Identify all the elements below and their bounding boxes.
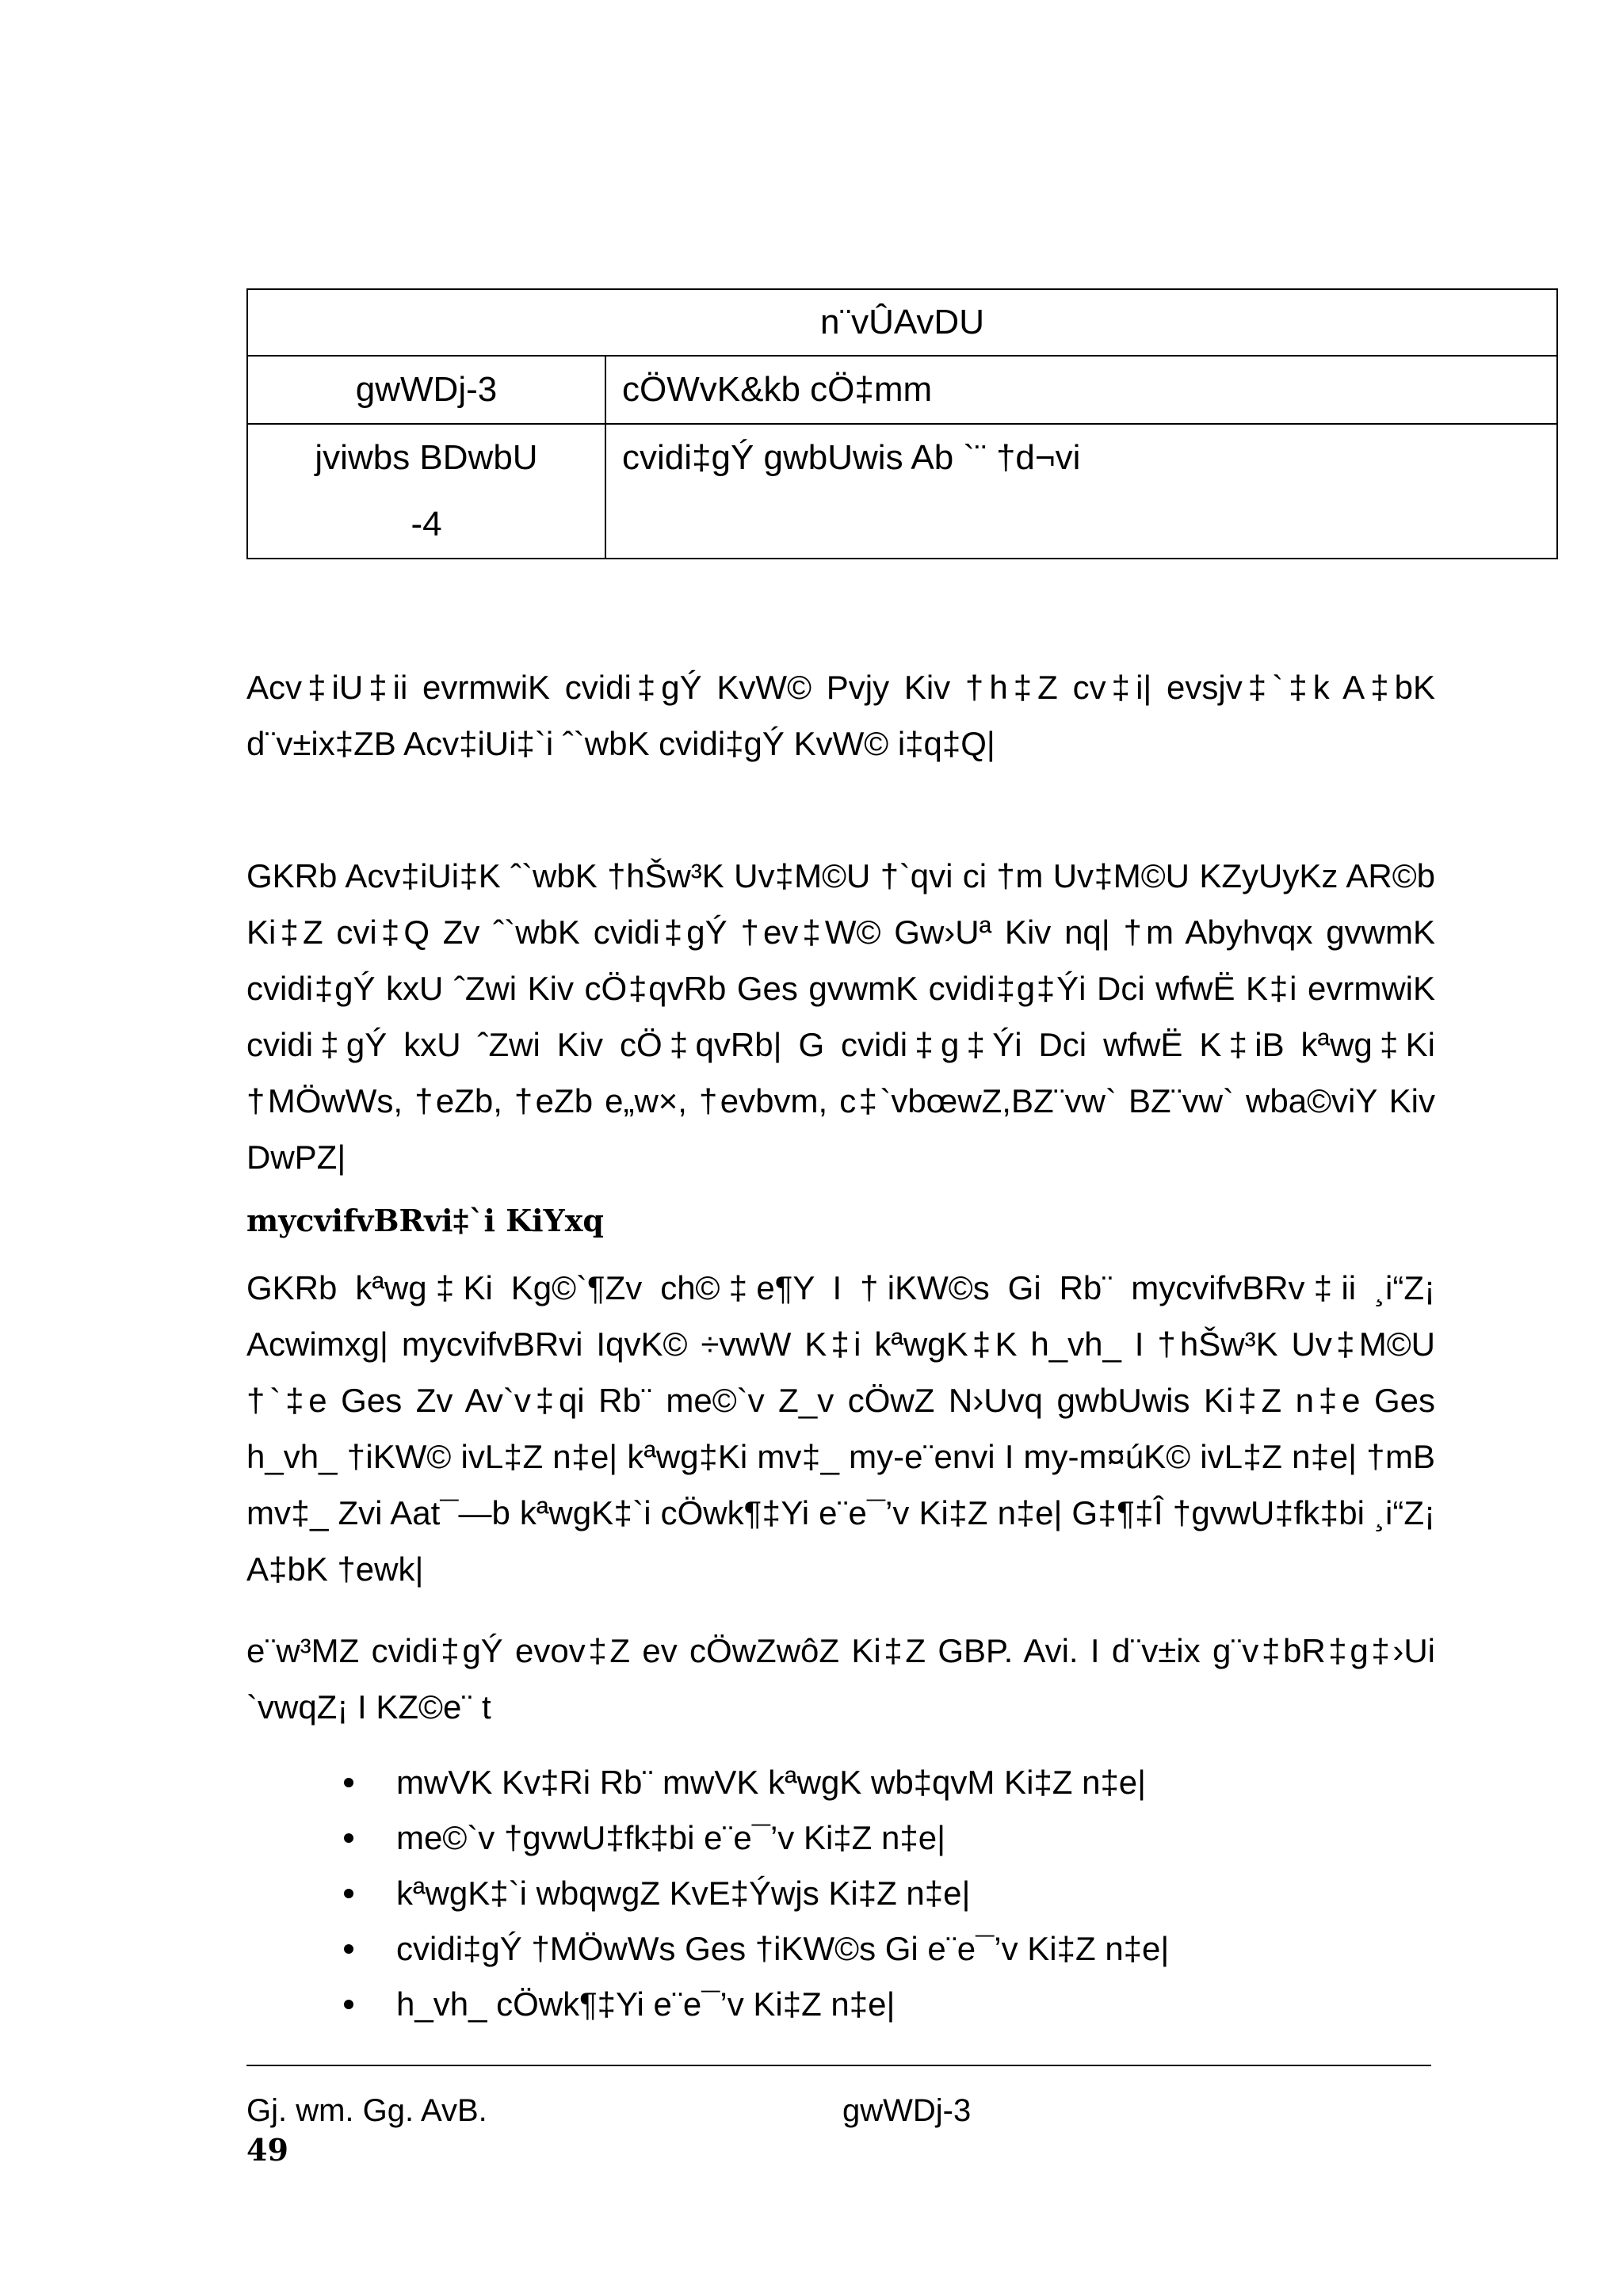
list-item-text: mwVK Kv‡Ri Rb¨ mwVK kªwgK wb‡qvM Ki‡Z n‡e| <box>396 1764 1147 1801</box>
paragraph-1: Acv‡iU‡ii evrmwiK cvidi‡gÝ KvW© Pvjy Kiv †h‡Z cv‡i| evsjv‡`‡k A‡bK d¨v±ix‡ZB Acv‡iUi‡`i ˆ`wbK cvidi‡gÝ KvW© i‡q‡Q| <box>246 669 1435 762</box>
bullet-icon <box>344 1778 353 1787</box>
module-title: cÖWvK&kb cÖ‡mm <box>605 356 1557 424</box>
list-item <box>341 1810 1450 1866</box>
list-item <box>341 1755 1450 1810</box>
footer-module: gwWDj-3 <box>842 2093 972 2128</box>
list-item-text: kªwgK‡`i wbqwgZ KvE‡Ýwjs Ki‡Z n‡e| <box>396 1875 971 1912</box>
list-item-text: cvidi‡gÝ †MÖwWs Ges †iKW©s Gi e¨e¯’v Ki‡Z n‡e| <box>396 1930 1170 1967</box>
footer-divider <box>246 2065 1431 2066</box>
paragraph-3: GKRb kªwg‡Ki Kg©`¶Zv ch©‡e¶Y I †iKW©s Gi Rb¨ mycvifvBRv‡ii ¸i“Z¡ Acwimxg| mycvifvBRvi IqvK© ÷vwW K‡i kªwgK‡K h_vh_ I †hŠw³K Uv‡M©U †`‡e Ges Zv Av`v‡qi Rb¨ me©`v Z_v cÖwZ N›Uvq gwbUwis Ki‡Z n‡e Ges h_vh_ †iKW© ivL‡Z n‡e| kªwg‡Ki mv‡_ my-e¨envi I my-m¤úK© ivL‡Z n‡e| †mB mv‡_ Zvi Aat¯—b kªwgK‡`i cÖwk¶‡Yi e¨e¯’v Ki‡Z n‡e| G‡¶‡Î †gvwU‡fk‡bi ¸i“Z¡ A‡bK †ewk| <box>246 1269 1435 1588</box>
header-table <box>246 288 1558 559</box>
unit-row <box>247 424 1557 559</box>
paragraph-2: GKRb Acv‡iUi‡K ˆ`wbK †hŠw³K Uv‡M©U †`qvi ci †m Uv‡M©U KZyUyKz AR©b Ki‡Z cvi‡Q Zv ˆ`wbK cvidi‡gÝ †ev‡W© Gw›Uª Kiv nq| †m Abyhvqx gvwmK cvidi‡gÝ kxU ˆZwi Kiv cÖ‡qvRb Ges gvwmK cvidi‡g‡Ýi Dci wfwË K‡i evrmwiK cvidi‡gÝ kxU ˆZwi Kiv cÖ‡qvRb| G cvidi‡g‡Ýi Dci wfwË K‡iB kªwg‡Ki †MÖwWs, †eZb, †eZb e„w×, †evbvm, c‡`vbœwZ,BZ¨vw` BZ¨vw` wba©viY Kiv DwPZ| <box>246 857 1435 1176</box>
unit-label-line1: jviwbs BDwbU <box>315 438 538 477</box>
list-item-text: h_vh_ cÖwk¶‡Yi e¨e¯’v Ki‡Z n‡e| <box>396 1985 896 2023</box>
bullet-icon <box>344 1944 353 1954</box>
bullet-icon <box>344 1833 353 1843</box>
list-item <box>341 1866 1450 1921</box>
bullet-list <box>341 1755 1450 2032</box>
footer-org: Gj. wm. Gg. AvB. <box>246 2093 487 2128</box>
unit-label <box>247 424 605 559</box>
header-title-row <box>247 289 1557 356</box>
list-item <box>341 1921 1450 1977</box>
unit-label-line2: -4 <box>411 505 442 543</box>
bullet-icon <box>344 1889 353 1898</box>
unit-title: cvidi‡gÝ gwbUwis Ab `¨ †d¬vi <box>605 424 1557 559</box>
list-item-text: me©`v †gvwU‡fk‡bi e¨e¯’v Ki‡Z n‡e| <box>396 1819 945 1856</box>
page-number: 49 <box>246 2132 288 2168</box>
module-label: gwWDj-3 <box>247 356 605 424</box>
section-heading: mycvifvBRvi‡`i KiYxq <box>246 1203 604 1238</box>
paragraph-4: e¨w³MZ cvidi‡gÝ evov‡Z ev cÖwZwôZ Ki‡Z GBP. Avi. I d¨v±ix g¨v‡bR‡g‡›Ui `vwqZ¡ I KZ©e¨ t <box>246 1632 1435 1726</box>
bullet-icon <box>344 2000 353 2009</box>
header-title: n¨vÛAvDU <box>247 289 1557 356</box>
list-item <box>341 1977 1450 2032</box>
module-row <box>247 356 1557 424</box>
